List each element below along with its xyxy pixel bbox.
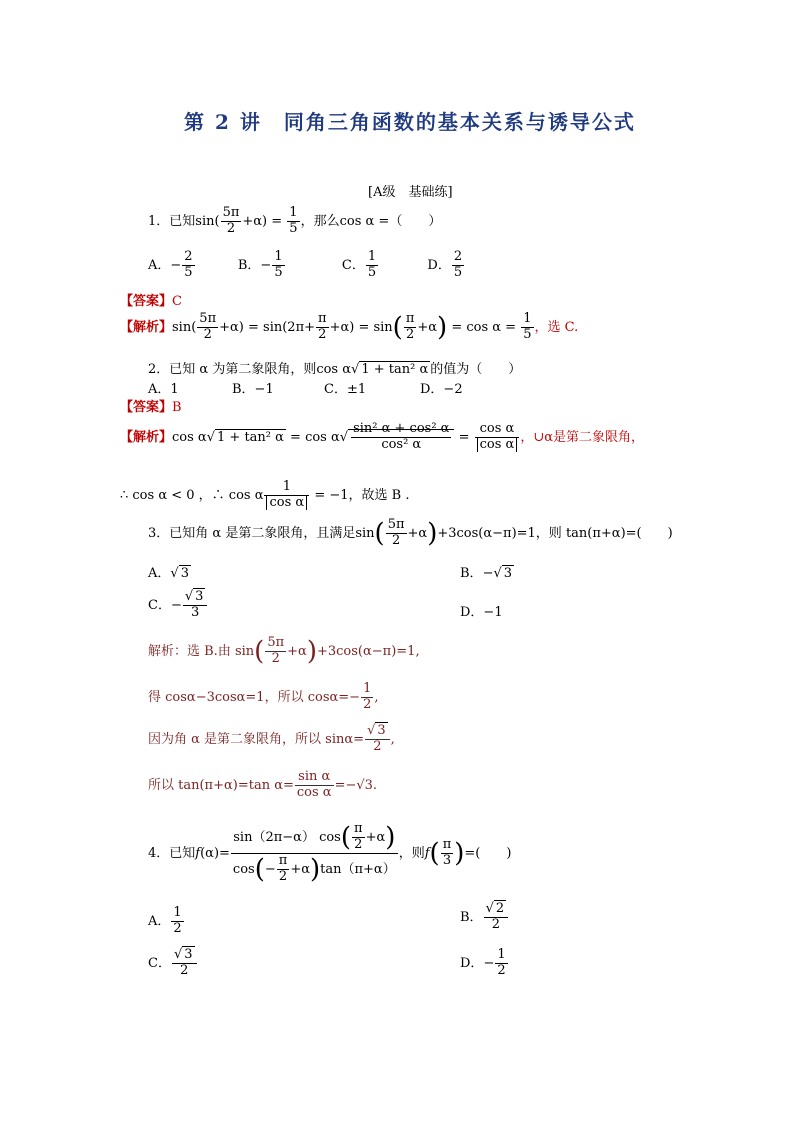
q4-option-b: B． $\frac{√ 2}{2}$	[460, 902, 509, 933]
q2-answer: 【答案】B	[120, 400, 182, 415]
q1-answer: 【答案】C	[120, 294, 182, 309]
q2-option-b: B．−1	[232, 382, 274, 397]
q3-solution-line2: 得 cosα−3cosα=1，所以 cosα=− $\frac{1}{2}$ ,	[148, 681, 379, 712]
q1-option-a: A．− $\frac{2}{5}$	[148, 249, 193, 280]
q3-stem: 3．已知角 α 是第二象限角，且满足sin( $\frac{5\pi}{2}$ +α)+3cos(α−π)=1，则 tan(π+α)=( )	[148, 517, 673, 549]
q3-option-b: B．−√ 3	[460, 566, 513, 581]
q2-conclusion: ∴ cos α < 0 ，∴ cos α $\frac{1}{\text{cos α}}$ = −1，故选 B .	[120, 479, 410, 510]
q2-stem: 2．已知 α 为第二象限角，则cos α√ 1 + tan² α 的值为（ ）	[148, 362, 522, 377]
q1-analysis: 【解析】sin( $\frac{5\pi}{2}$ +α) = sin(2π+ $\frac{\pi}{2}$ +α) = sin( $\frac{\pi}{2}$ +α) = cos α = $\frac{1}{5}$ ，选 C.	[120, 311, 579, 343]
q4-option-d: D．− $\frac{1}{2}$	[460, 947, 506, 978]
q2-option-a: A．1	[148, 382, 179, 397]
q1-option-d: D． $\frac{2}{5}$	[427, 249, 463, 280]
q1-stem: 1．已知sin( $\frac{5\pi}{2}$ +α) = $\frac{1}{5}$ ，那么cos α =（ ）	[148, 205, 442, 236]
q1-option-c: C． $\frac{1}{5}$	[341, 249, 377, 280]
page-title: 第 2 讲 同角三角函数的基本关系与诱导公式	[184, 110, 636, 134]
q3-solution-line1: 解析：选 B.由 sin( $\frac{5\pi}{2}$ +α)+3cos(α−π)=1,	[148, 635, 420, 667]
q2-option-c: C．±1	[324, 382, 367, 397]
q1-option-b: B．− $\frac{1}{5}$	[237, 249, 283, 280]
q3-solution-line4: 所以 tan(π+α)=tan α= $\frac{\text{sin α}}{\text{cos α}}$ =−√3.	[148, 769, 378, 800]
q3-option-d: D．−1	[460, 605, 503, 620]
q2-option-d: D．−2	[420, 382, 463, 397]
q4-stem: 4．已知f(α)= sin（2π−α） cos( $\frac{\pi}{2}$ +α) cos(− $\frac{\pi}{2}$ +α)tan（π+α） ，则f( $\frac{\pi}{3}$ )=( )	[148, 821, 512, 885]
q3-solution-line3: 因为角 α 是第二象限角，所以 sinα= $\frac{√ 3}{2}$ ,	[148, 723, 395, 754]
q4-option-a: A． $\frac{1}{2}$	[148, 905, 182, 936]
q4-option-c: C． $\frac{√ 3}{2}$	[148, 948, 198, 979]
q2-options	[148, 378, 463, 397]
q1-options	[148, 250, 465, 281]
section-label: [A级 基础练]	[368, 185, 453, 200]
q3-option-a: A．√ 3	[148, 566, 189, 581]
q2-analysis: 【解析】cos α√ 1 + tan² α = cos α√ $\frac{\text{sin² α + cos² α}}{\text{cos² α}}$ = $\frac{\text{cos α}}{\text{cos α}}$ ，∪α是第二象限角，	[120, 421, 645, 452]
q3-option-c: C．− $\frac{√ 3}{3}$	[148, 590, 208, 621]
